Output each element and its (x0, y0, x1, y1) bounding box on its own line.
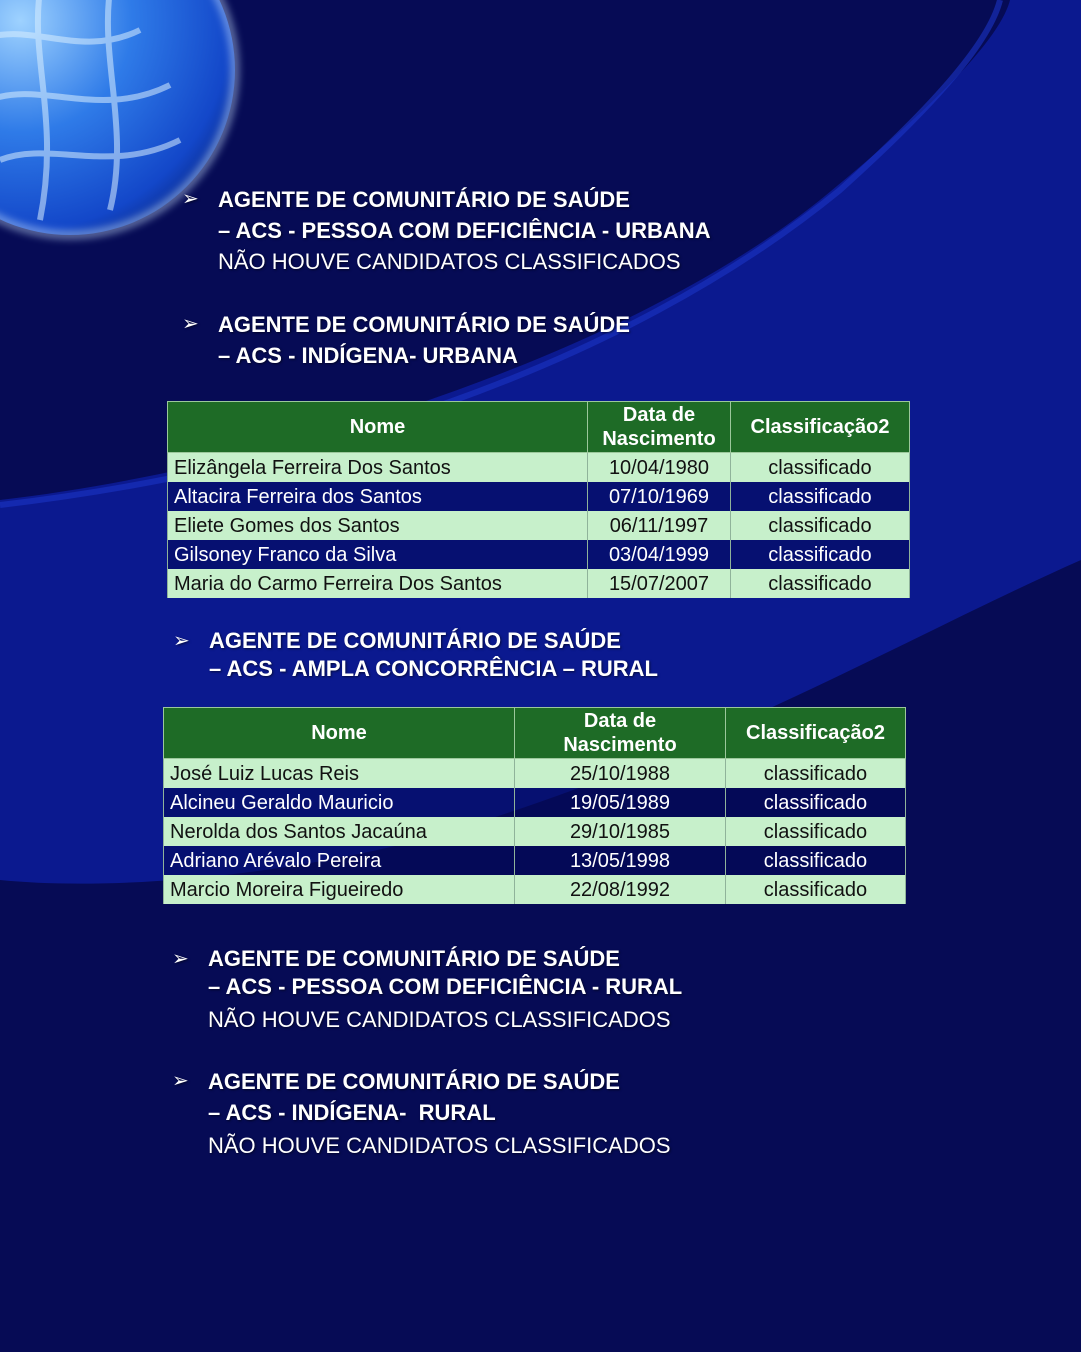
header-data-nascimento: Data de Nascimento (515, 708, 726, 759)
cell-status: classificado (726, 875, 906, 904)
cell-name: Eliete Gomes dos Santos (168, 511, 588, 540)
section-note: NÃO HOUVE CANDIDATOS CLASSIFICADOS (208, 1133, 671, 1158)
section-title-line2: – ACS - PESSOA COM DEFICIÊNCIA - RURAL (208, 974, 683, 999)
header-classificacao: Classificação2 (726, 708, 906, 759)
cell-birth-date: 13/05/1998 (515, 846, 726, 875)
section-ampla-rural (173, 627, 658, 683)
section-title-line2: – ACS - AMPLA CONCORRÊNCIA – RURAL (209, 656, 658, 681)
section-pcd-rural (172, 945, 683, 1035)
bullet-arrow-icon: ➢ (172, 1070, 189, 1092)
section-note: NÃO HOUVE CANDIDATOS CLASSIFICADOS (208, 1007, 671, 1032)
cell-status: classificado (726, 846, 906, 875)
cell-name: Altacira Ferreira dos Santos (168, 482, 588, 511)
cell-status: classificado (726, 817, 906, 846)
table-row (164, 875, 906, 904)
cell-name: Maria do Carmo Ferreira Dos Santos (168, 569, 588, 598)
cell-name: Alcineu Geraldo Mauricio (164, 788, 515, 817)
section-title-line2: – ACS - INDÍGENA- RURAL (208, 1100, 496, 1125)
cell-name: Adriano Arévalo Pereira (164, 846, 515, 875)
cell-birth-date: 15/07/2007 (588, 569, 731, 598)
cell-status: classificado (731, 453, 910, 483)
table-row (164, 817, 906, 846)
cell-birth-date: 22/08/1992 (515, 875, 726, 904)
table-indigena-urbana (167, 401, 910, 598)
section-indigena-urbana (182, 309, 630, 371)
table-row (168, 453, 910, 483)
table-ampla-rural (163, 707, 906, 904)
cell-status: classificado (731, 511, 910, 540)
cell-birth-date: 25/10/1988 (515, 759, 726, 789)
table-row (168, 540, 910, 569)
table-row (164, 759, 906, 789)
section-note: NÃO HOUVE CANDIDATOS CLASSIFICADOS (218, 249, 681, 274)
table-row (168, 569, 910, 598)
bullet-arrow-icon: ➢ (182, 188, 199, 210)
cell-birth-date: 19/05/1989 (515, 788, 726, 817)
cell-birth-date: 10/04/1980 (588, 453, 731, 483)
section-title-line1: AGENTE DE COMUNITÁRIO DE SAÚDE (208, 946, 620, 971)
cell-name: Nerolda dos Santos Jacaúna (164, 817, 515, 846)
section-title-line2: – ACS - PESSOA COM DEFICIÊNCIA - URBANA (218, 218, 711, 243)
cell-name: Gilsoney Franco da Silva (168, 540, 588, 569)
cell-status: classificado (731, 569, 910, 598)
header-data-nascimento: Data de Nascimento (588, 402, 731, 453)
header-nome: Nome (168, 402, 588, 453)
header-classificacao: Classificação2 (731, 402, 910, 453)
section-pcd-urbana (182, 184, 711, 277)
table-row (164, 788, 906, 817)
section-title-line1: AGENTE DE COMUNITÁRIO DE SAÚDE (208, 1069, 620, 1094)
table-row (168, 482, 910, 511)
cell-status: classificado (731, 482, 910, 511)
cell-name: José Luiz Lucas Reis (164, 759, 515, 789)
cell-birth-date: 29/10/1985 (515, 817, 726, 846)
section-title-line1: AGENTE DE COMUNITÁRIO DE SAÚDE (218, 312, 630, 337)
table-row (168, 511, 910, 540)
cell-status: classificado (731, 540, 910, 569)
table-row (164, 846, 906, 875)
bullet-arrow-icon: ➢ (173, 630, 190, 652)
section-title-line1: AGENTE DE COMUNITÁRIO DE SAÚDE (218, 187, 630, 212)
cell-birth-date: 07/10/1969 (588, 482, 731, 511)
section-indigena-rural (172, 1066, 671, 1161)
cell-status: classificado (726, 788, 906, 817)
section-title-line2: – ACS - INDÍGENA- URBANA (218, 343, 518, 368)
cell-birth-date: 03/04/1999 (588, 540, 731, 569)
header-nome: Nome (164, 708, 515, 759)
cell-birth-date: 06/11/1997 (588, 511, 731, 540)
bullet-arrow-icon: ➢ (182, 313, 199, 335)
cell-name: Marcio Moreira Figueiredo (164, 875, 515, 904)
section-title-line1: AGENTE DE COMUNITÁRIO DE SAÚDE (209, 628, 621, 653)
cell-name: Elizângela Ferreira Dos Santos (168, 453, 588, 483)
bullet-arrow-icon: ➢ (172, 948, 189, 970)
cell-status: classificado (726, 759, 906, 789)
